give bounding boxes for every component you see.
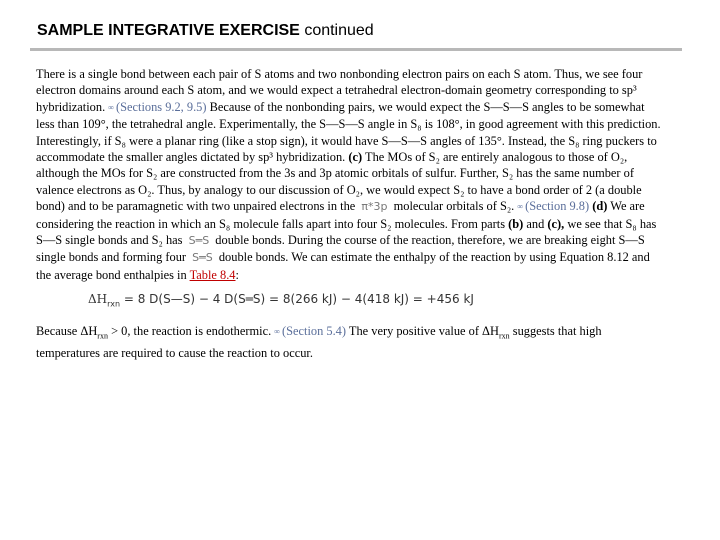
text-run: The MOs of S₂ are entirely analogous to those of O₂, although the MOs for S₂ are constructed from the 3s and 3p atomic orbitals of sulfur. Further, S₂ has the same number of valence electrons as O₂. Thus, by analogy to our discussion of O₂, we would expect S₂ to have a bond order of 2 (a double bond) and to be paramagnetic with two unpaired electrons in the <box>36 150 642 214</box>
text-run: double bonds. During the course of the reaction, therefore, we are breaking eight S—S single bonds and forming four <box>36 233 645 265</box>
text-run: Because ΔH <box>36 324 98 339</box>
text-run: > 0, the reaction is endothermic. <box>111 324 272 339</box>
link-icon: ∞ <box>274 327 280 337</box>
double-bond-symbol: S═S <box>192 251 213 265</box>
paragraph-solution <box>36 66 661 283</box>
text-run: There is a single bond between each pair of S atoms and two nonbonding electron pairs on each S atom. Thus, we see four electron domains around each S atom, and we would expect a tetrahedral electron-domain geometry corresponding to sp³ hybridization. <box>36 67 643 114</box>
subscript: rxn <box>97 331 108 341</box>
table-link[interactable]: Table 8.4 <box>189 267 236 282</box>
paragraph-conclusion <box>36 323 661 361</box>
equation-lhs-subscript: rxn <box>107 299 121 309</box>
section-reference-label: (Section 9.8) <box>525 199 590 214</box>
text-run: double bonds. We can estimate the enthalpy of the reaction by using Equation 8.12 and the average bond enthalpies in <box>36 250 650 282</box>
text-run: The very positive value of ΔH <box>348 324 499 339</box>
link-icon: ∞ <box>108 102 114 112</box>
slide-title-bold: SAMPLE INTEGRATIVE EXERCISE <box>37 22 300 39</box>
double-bond-symbol: S═S <box>188 234 210 248</box>
part-label: (b) <box>508 216 524 231</box>
enthalpy-equation <box>88 291 661 313</box>
text-run: we see that S₈ has S—S single bonds and S₂ has <box>36 216 657 248</box>
exercise-body <box>36 66 661 361</box>
orbital-symbol: π*3p <box>361 200 388 214</box>
section-reference[interactable] <box>108 100 206 114</box>
equation-lhs: ΔH <box>88 292 108 307</box>
part-label: (d) <box>592 199 608 214</box>
section-reference-label: (Section 5.4) <box>282 324 347 339</box>
text-run: and <box>526 216 545 231</box>
slide-title <box>37 22 374 40</box>
equation-rhs: = 8 D(S—S) − 4 D(S═S) = 8(266 kJ) − 4(418 kJ) = +456 kJ <box>123 292 474 307</box>
title-divider <box>30 48 682 51</box>
section-reference[interactable] <box>517 199 589 213</box>
text-run: We are considering the reaction in which an S₈ molecule falls apart into four S₂ molecules. From parts <box>36 199 645 231</box>
text-run: molecular orbitals of S₂. <box>393 199 515 214</box>
section-reference[interactable] <box>274 324 346 338</box>
subscript: rxn <box>498 331 510 341</box>
text-run: suggests that high temperatures are required to cause the reaction to occur. <box>36 324 602 360</box>
section-reference-label: (Sections 9.2, 9.5) <box>115 99 207 114</box>
link-icon: ∞ <box>517 202 524 212</box>
part-label: (c) <box>348 150 363 165</box>
text-run: Because of the nonbonding pairs, we would expect the S—S—S angles to be somewhat less than 109°, the tetrahedral angle. Experimentally, the S—S—S angle in S₈ is 108°, in good agreement with this prediction. Interestingly, if S₈ were a planar ring (like a stop sign), it would have S—S—S angles of 135°. Instead, the S₈ ring puckers to accommodate the smaller angles dictated by sp³ hybridization. <box>36 99 661 165</box>
slide-title-rest: continued <box>304 22 374 39</box>
text-run: : <box>235 267 239 282</box>
part-label: (c), <box>547 216 565 231</box>
